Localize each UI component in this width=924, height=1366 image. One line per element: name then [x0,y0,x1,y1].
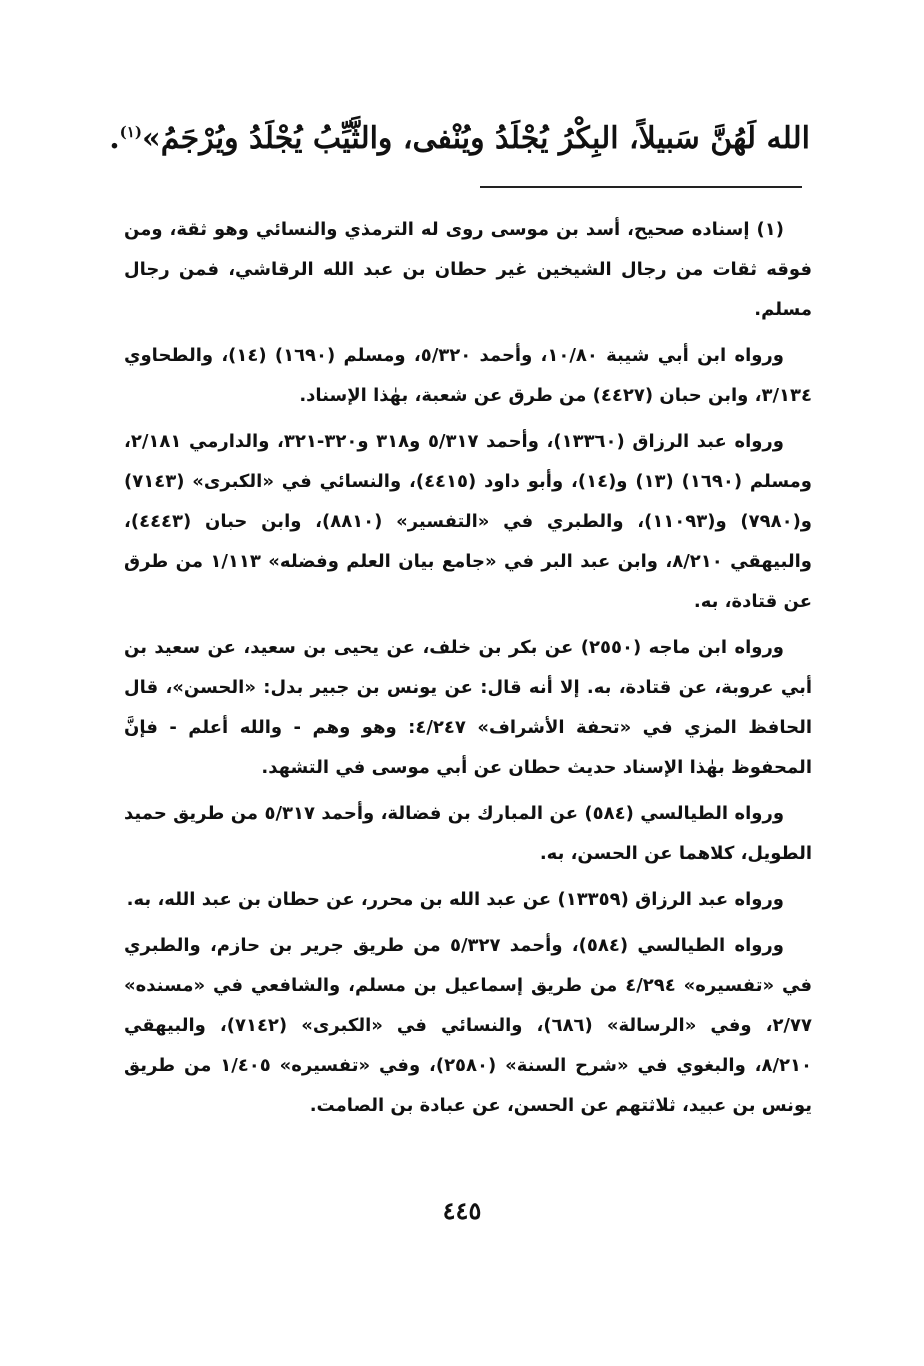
footnote-separator-rule [480,186,802,188]
footnotes-section [124,210,812,1132]
main-text-end-mark: . [109,121,120,156]
main-text-line [110,104,810,167]
footnote-paragraph: ورواه عبد الرزاق (١٣٣٦٠)، وأحمد ٥/٣١٧ و٣١٨ و٣٢٠-٣٢١، والدارمي ٢/١٨١، ومسلم (١٦٩٠) (١٣) و(١٤)، وأبو داود (٤٤١٥)، والنسائي في «الكبرى» (٧١٤٣) و(٧٩٨٠) و(١١٠٩٣)، والطبري في «التفسير» (٨٨١٠)، وابن حبان (٤٤٤٣)، والبيهقي ٨/٢١٠، وابن عبد البر في «جامع بيان العلم وفضله» ١/١١٣ من طرق عن قتادة، به. [124,431,812,612]
footnote-paragraph: ورواه عبد الرزاق (١٣٣٥٩) عن عبد الله بن محرر، عن حطان بن عبد الله، به. [126,889,784,910]
footnote-paragraph: ورواه ابن ماجه (٢٥٥٠) عن بكر بن خلف، عن يحيى بن سعيد، عن سعيد بن أبي عروبة، عن قتادة، به. إلا أنه قال: عن يونس بن جبير بدل: «الحسن»، قال الحافظ المزي في «تحفة الأشراف» ٤/٢٤٧: وهو وهم - والله أعلم - فإنَّ المحفوظ بهٰذا الإسناد حديث حطان عن أبي موسى في التشهد. [124,637,813,778]
footnote-paragraph: (١) إسناده صحيح، أسد بن موسى روى له الترمذي والنسائي وهو ثقة، ومن فوقه ثقات من رجال الشيخين غير حطان بن عبد الله الرقاشي، فمن رجال مسلم. [124,219,812,320]
main-text: الله لَهُنَّ سَبيلاً، البِكْرُ يُجْلَدُ ويُنْفى، والثَّيِّبُ يُجْلَدُ ويُرْجَمُ» [141,121,810,156]
page-number: ٤٤٥ [442,1196,482,1225]
footnote-paragraph: ورواه الطيالسي (٥٨٤) عن المبارك بن فضالة، وأحمد ٥/٣١٧ من طريق حميد الطويل، كلاهما عن الحسن، به. [124,803,812,864]
footnote-paragraph: ورواه ابن أبي شيبة ١٠/٨٠، وأحمد ٥/٣٢٠، ومسلم (١٦٩٠) (١٤)، والطحاوي ٣/١٣٤، وابن حبان (٤٤٢٧) من طرق عن شعبة، بهٰذا الإسناد. [124,345,812,406]
footnote-paragraph: ورواه الطيالسي (٥٨٤)، وأحمد ٥/٣٢٧ من طريق جرير بن حازم، والطبري في «تفسيره» ٤/٢٩٤ من طريق إسماعيل بن مسلم، والشافعي في «مسنده» ٢/٧٧، وفي «الرسالة» (٦٨٦)، والنسائي في «الكبرى» (٧١٤٢)، والبيهقي ٨/٢١٠، والبغوي في «شرح السنة» (٢٥٨٠)، وفي «تفسيره» ١/٤٠٥ من طريق يونس بن عبيد، ثلاثتهم عن الحسن، عن عبادة بن الصامت. [124,935,812,1116]
footnote-marker: (١) [119,123,142,141]
